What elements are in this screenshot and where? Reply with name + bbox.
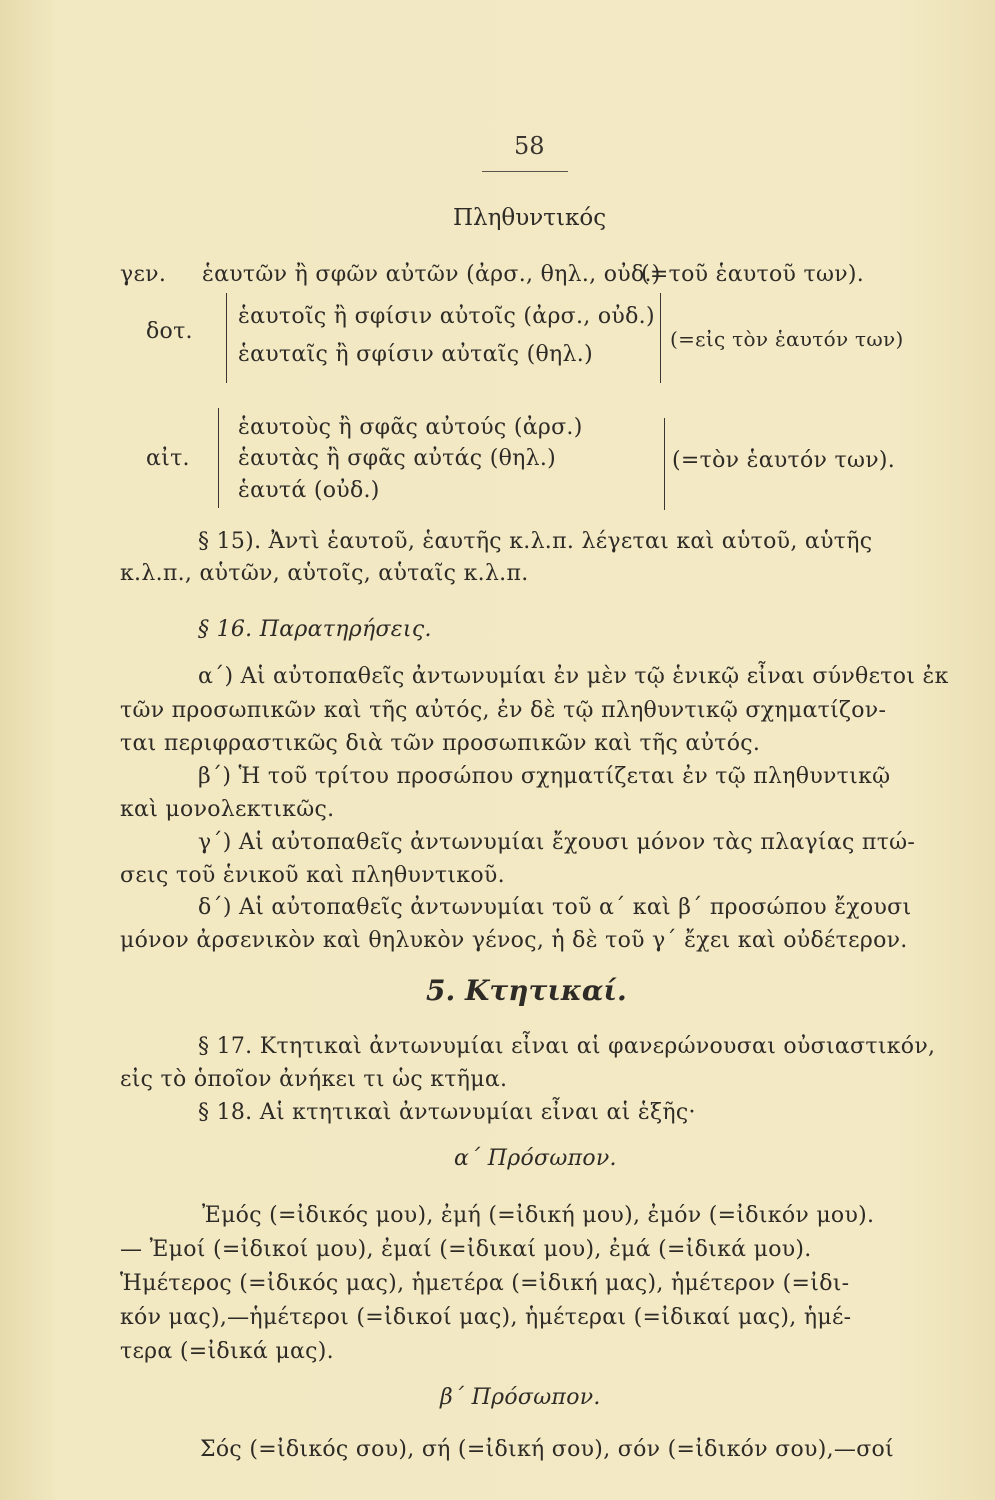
person-a-line-1: Ἐμός (=ἰδικός μου), ἐμή (=ἰδική μου), ἐμόν (=ἰδικόν μου). — [202, 1203, 875, 1228]
dative-left-brace — [226, 293, 227, 383]
genitive-gloss: (=τοῦ ἑαυτοῦ των). — [641, 262, 865, 287]
para18: § 18. Αἱ κτητικαὶ ἀντωνυμίαι εἶναι αἱ ἑξῆς· — [198, 1100, 696, 1125]
genitive-text: ἑαυτῶν ἢ σφῶν αὐτῶν (ἀρσ., θηλ., οὐδ.) — [202, 262, 661, 287]
dative-line-2: ἑαυταῖς ἢ σφίσιν αὐταῖς (θηλ.) — [238, 342, 593, 367]
dative-line-1: ἑαυτοῖς ἢ σφίσιν αὐτοῖς (ἀρσ., οὐδ.) — [238, 304, 655, 329]
page-number-rule — [482, 171, 568, 172]
obs-a-line-2: τῶν προσωπικῶν καὶ τῆς αὐτός, ἐν δὲ τῷ πληθυντικῷ σχηματίζον- — [120, 698, 887, 723]
obs-c-line-2: σεις τοῦ ἑνικοῦ καὶ πληθυντικοῦ. — [120, 863, 505, 888]
obs-b-line-1: β΄) Ἡ τοῦ τρίτου προσώπου σχηματίζεται ἐν τῷ πληθυντικῷ — [198, 764, 891, 789]
obs-a-line-3: ται περιφραστικῶς διὰ τῶν προσωπικῶν καὶ τῆς αὐτός. — [120, 731, 761, 756]
dative-gloss: (=εἰς τὸν ἑαυτόν των) — [670, 327, 904, 351]
person-a-line-2: — Ἐμοί (=ἰδικοί μου), ἐμαί (=ἰδικαί μου), ἐμά (=ἰδικά μου). — [120, 1237, 812, 1262]
accusative-gloss: (=τὸν ἑαυτόν των). — [672, 448, 896, 473]
genitive-label: γεν. — [120, 262, 167, 287]
obs-d-line-1: δ΄) Αἱ αὐτοπαθεῖς ἀντωνυμίαι τοῦ α΄ καὶ β΄ προσώπου ἔχουσι — [198, 895, 912, 920]
accusative-label: αἰτ. — [146, 446, 190, 471]
person-b-title: β΄ Πρόσωπον. — [440, 1385, 601, 1410]
obs-b-line-2: καὶ μονολεκτικῶς. — [120, 797, 335, 822]
dative-label: δοτ. — [146, 319, 193, 344]
dative-right-brace — [660, 293, 661, 383]
person-a-title: α΄ Πρόσωπον. — [454, 1146, 617, 1171]
accusative-line-1: ἑαυτοὺς ἢ σφᾶς αὐτούς (ἀρσ.) — [238, 415, 583, 440]
person-a-line-4: κόν μας),—ἡμέτεροι (=ἰδικοί μας), ἡμέτεραι (=ἰδικαί μας), ἡμέ- — [120, 1305, 852, 1330]
para15-line-2: κ.λ.π., αὑτῶν, αὑτοῖς, αὑταῖς κ.λ.π. — [120, 561, 529, 586]
para16-title: § 16. Παρατηρήσεις. — [198, 617, 432, 642]
accusative-left-brace — [218, 408, 219, 508]
para17-line-1: § 17. Κτητικαὶ ἀντωνυμίαι εἶναι αἱ φανερώνουσαι οὐσιαστικόν, — [198, 1034, 936, 1059]
accusative-right-brace — [664, 418, 665, 510]
plural-heading: Πληθυντικός — [453, 205, 607, 231]
page-number: 58 — [514, 132, 545, 160]
accusative-line-2: ἑαυτὰς ἢ σφᾶς αὐτάς (θηλ.) — [238, 446, 557, 471]
section5-title: 5. Κτητικαί. — [426, 974, 627, 1007]
obs-a-line-1: α΄) Αἱ αὐτοπαθεῖς ἀντωνυμίαι ἐν μὲν τῷ ἑνικῷ εἶναι σύνθετοι ἐκ — [198, 664, 949, 689]
person-b-line: Σός (=ἰδικός σου), σή (=ἰδική σου), σόν (=ἰδικόν σου),—σοί — [200, 1437, 894, 1462]
person-a-line-3: Ἡμέτερος (=ἰδικός μας), ἡμετέρα (=ἰδική μας), ἡμέτερον (=ἰδι- — [120, 1271, 850, 1296]
accusative-line-3: ἑαυτά (οὐδ.) — [238, 478, 380, 503]
para17-line-2: εἰς τὸ ὁποῖον ἀνήκει τι ὡς κτῆμα. — [120, 1067, 508, 1092]
para15-line-1: § 15). Ἀντὶ ἑαυτοῦ, ἑαυτῆς κ.λ.π. λέγεται καὶ αὑτοῦ, αὑτῆς — [198, 529, 873, 554]
person-a-line-5: τερα (=ἰδικά μας). — [120, 1339, 334, 1364]
obs-d-line-2: μόνον ἀρσενικὸν καὶ θηλυκὸν γένος, ἡ δὲ τοῦ γ΄ ἔχει καὶ οὐδέτερον. — [120, 928, 908, 953]
obs-c-line-1: γ΄) Αἱ αὐτοπαθεῖς ἀντωνυμίαι ἔχουσι μόνον τὰς πλαγίας πτώ- — [198, 830, 916, 855]
